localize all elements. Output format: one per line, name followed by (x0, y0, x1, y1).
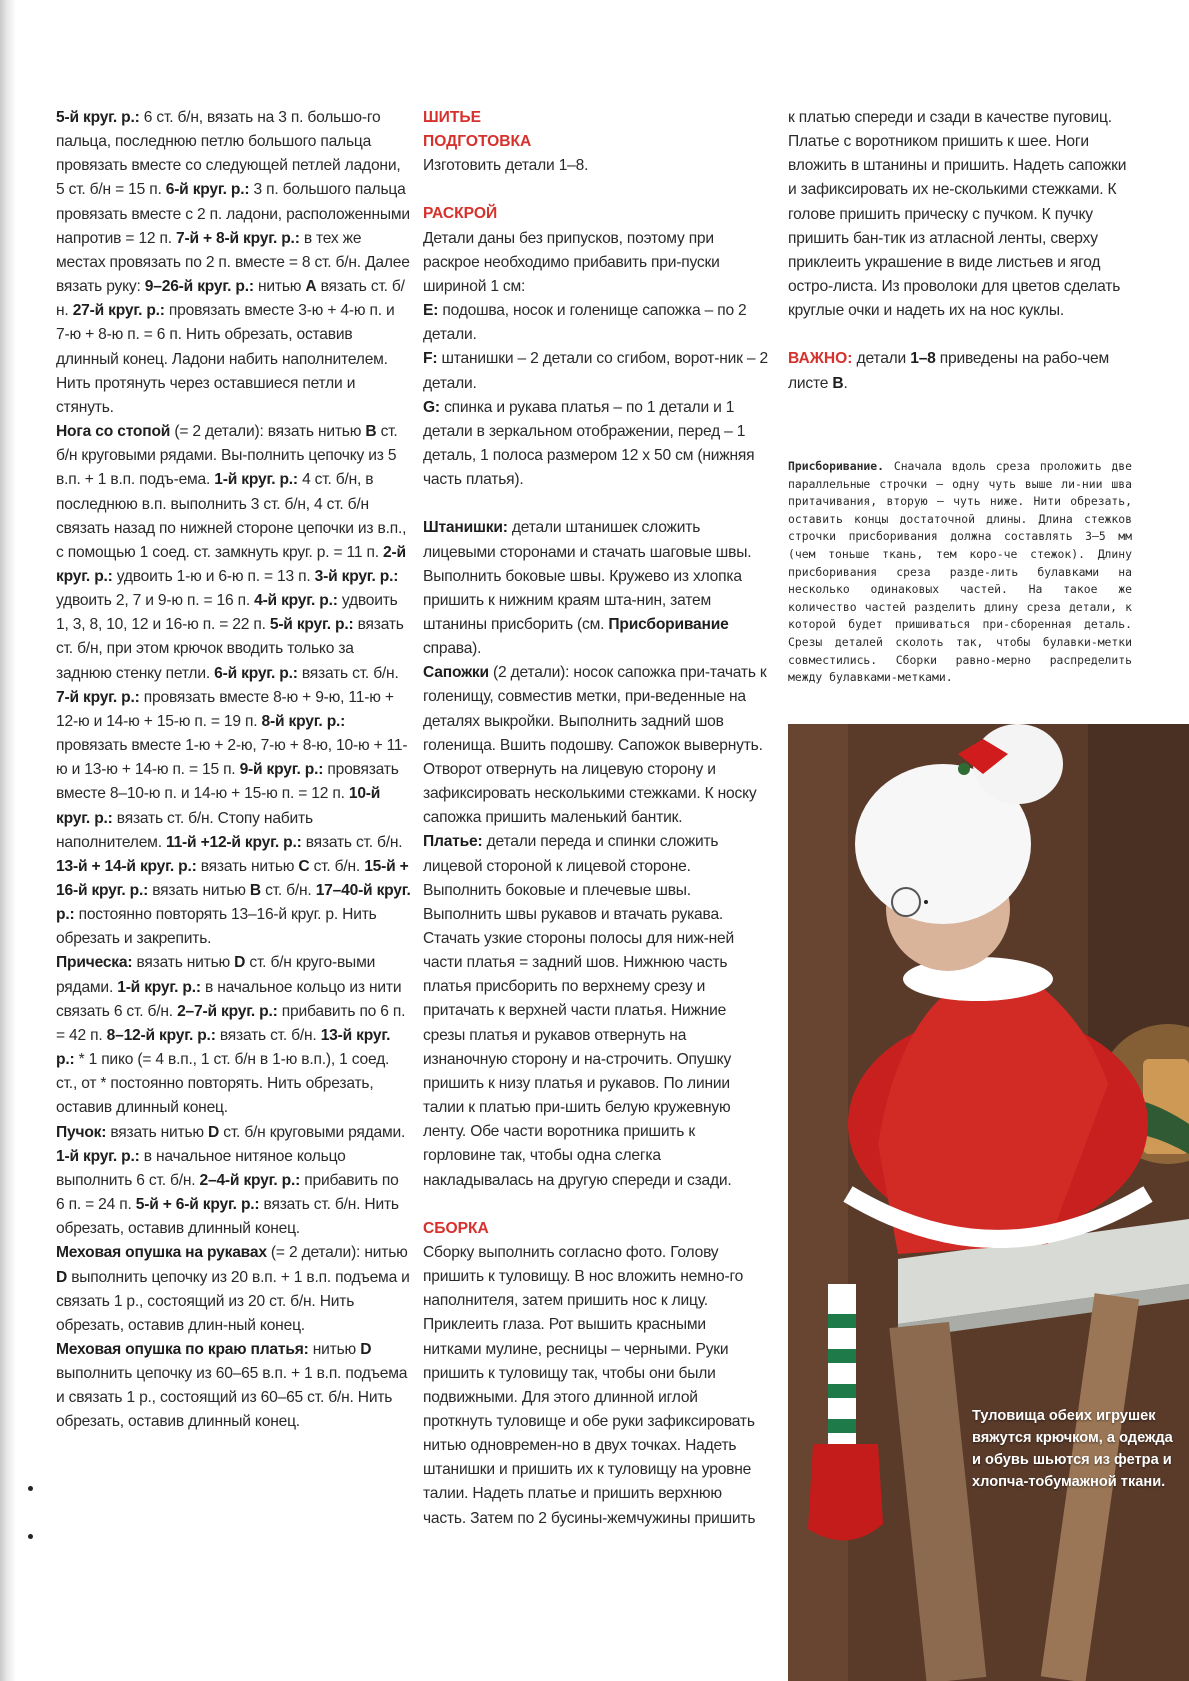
doll-illustration (788, 724, 1189, 1681)
paragraph: Нога со стопой (= 2 детали): вязать нитью В ст. б/н круговыми рядами. Вы-полнить цепочку из 5 в.п. + 1 в.п. подъ-ема. 1-й круг. р.: 4 ст. б/н, в последнюю в.п. выполнить 3 ст. б/н, 4 ст. б/н связать назад по нижней стороне цепочки из в.п., с помощью 1 соед. ст. замкнуть круг. р. = 11 п. 2-й круг. р.: удвоить 1-ю и 6-ю п. = 13 п. 3-й круг. р.: удвоить 2, 7 и 9-ю п. = 16 п. 4-й круг. р.: удвоить 1, 3, 8, 10, 12 и 16-ю п. = 22 п. 5-й круг. р.: вязать ст. б/н, при этом крючок вводить только за заднюю стенку петли. 6-й круг. р.: вязать ст. б/н. 7-й круг. р.: провязать вместе 8-ю + 9-ю, 11-ю + 12-ю и 14-ю + 15-ю п. = 19 п. 8-й круг. р.: провязать вместе 1-ю + 2-ю, 7-ю + 8-ю, 10-ю + 11-ю и 13-ю + 14-ю п. = 15 п. 9-й круг. р.: провязать вместе 8–10-ю п. и 14-ю + 15-ю п. = 12 п. 10-й круг. р.: вязать ст. б/н. Стопу набить наполнителем. 11-й +12-й круг. р.: вязать ст. б/н. 13-й + 14-й круг. р.: вязать нитью С ст. б/н. 15-й + 16-й круг. р.: вязать нитью В ст. б/н. 17–40-й круг. р.: постоянно повторять 13–16-й круг. р. Нить обрезать и закрепить. (56, 423, 411, 948)
paragraph: Е: подошва, носок и голенище сапожка – по 2 детали. (423, 302, 747, 344)
paragraph: Пучок: вязать нитью D ст. б/н круговыми рядами. 1-й круг. р.: в начальное нитяное кольцо выполнить 6 ст. б/н. 2–4-й круг. р.: прибавить по 6 п. = 24 п. 5-й + 6-й круг. р.: вязать ст. б/н. Нить обрезать, оставив длинный конец. (56, 1123, 406, 1238)
paragraph: Меховая опушка по краю платья: нитью D выполнить цепочку из 60–65 в.п. + 1 в.п. подъема и связать 1 р., состоящий из 60–65 ст. б/н. Нить обрезать, оставив длинный конец. (56, 1340, 408, 1431)
cutting-paragraphs (423, 227, 768, 493)
heading-sewing: ШИТЬЕ (423, 109, 482, 126)
sewing-paragraphs (423, 516, 768, 1192)
page-dot-marker (28, 1486, 33, 1491)
preparation-text: Изготовить детали 1–8. (423, 157, 589, 175)
paragraph: F: штанишки – 2 детали со сгибом, ворот-ник – 2 детали. (423, 350, 768, 392)
paragraph: 5-й круг. р.: 6 ст. б/н, вязать на 3 п. большо-го пальца, последнюю петлю большого пальца провязать вместе со следующей петлей ладони, 5 ст. б/н = 15 п. 6-й круг. р.: 3 п. большого пальца провязать вместе с 2 п. ладони, расположенными напротив = 12 п. 7-й + 8-й круг. р.: в тех же местах провязать по 2 п. вместе = 8 ст. б/н. Далее вязать руку: 9–26-й круг. р.: нитью А вязать ст. б/н. 27-й круг. р.: провязать вместе 3-ю + 4-ю п. и 7-ю + 8-ю п. = 6 п. Нить обрезать, оставив длинный конец. Ладони набить наполнителем. Нить протянуть через оставшиеся петли и стянуть. (56, 109, 410, 416)
page-dot-marker (28, 1534, 33, 1539)
instructions-column-right (788, 106, 1138, 396)
paragraph: G: спинка и рукава платья – по 1 детали и 1 детали в зеркальном отображении, перед – 1 деталь, 1 полоса размером 12 х 50 см (нижняя часть платья). (423, 398, 755, 489)
instructions-column-middle (423, 106, 768, 1531)
heading-preparation: ПОДГОТОВКА (423, 133, 532, 151)
important-note: ВАЖНО: детали 1–8 приведены на рабо-чем листе В. (788, 350, 1110, 392)
page-fold-shadow (0, 0, 16, 1681)
gathering-tip-box (788, 458, 1132, 687)
doll-photo (788, 724, 1189, 1681)
gathering-tip-title: Присборивание. (788, 459, 885, 473)
assembly-continued-text: к платью спереди и сзади в качестве пуговиц. Платье с воротником пришить к шее. Ноги вложить в штанины и пришить. Надеть сапожки и зафиксировать их не-сколькими стежками. К голове пришить прическу с пучком. К пучку пришить бан-тик из атласной ленты, сверху приклеить украшение в виде листьев и ягод остро-листа. Из проволоки для цветов сделать круглые очки и надеть их на нос куклы. (788, 109, 1127, 320)
paragraph: Платье: детали переда и спинки сложить лицевой стороной к лицевой стороне. Выполнить боковые и плечевые швы. Выполнить швы рукавов и втачать рукава. Стачать узкие стороны полосы для ниж-ней части платья = задний шов. Нижнюю часть платья присборить по верхнему срезу и притачать к верхней части платья. Нижние срезы платья и рукавов отвернуть на изнаночную сторону и на-строчить. Опушку пришить к низу платья и рукавов. По линии талии к платью при-шить белую кружевную ленту. Обе части воротника пришить к горловине так, чтобы одна слегка накладывалась на другую спереди и сзади. (423, 833, 735, 1189)
instructions-column-left (56, 106, 411, 1435)
gathering-tip-text: Сначала вдоль среза проложить две параллельные строчки – одну чуть выше ли-нии шва притачивания, вторую – чуть ниже. Нити обрезать, оставить концы достаточной длины. Длина стежков строчки присборивания должна составлять 3–5 мм (чем тоньше ткань, тем коро-че стежок). Длину присборивания среза разде-лить булавками на несколько одинаковых частей. На такое же количество частей разделить длину среза детали, к которой будет пришиваться при-сборенная деталь. Срезы деталей сколоть так, чтобы булавки-метки совместились. Сборки равно-мерно распределить между булавками-метками. (788, 459, 1132, 685)
photo-caption: Туловища обеих игрушек вяжутся крючком, а одежда и обувь шьются из фетра и хлопча-тобумажной ткани. (972, 1408, 1173, 1490)
paragraph: Детали даны без припусков, поэтому при раскрое необходимо прибавить при-пуски шириной 1 см: (423, 229, 720, 295)
heading-cutting: РАСКРОЙ (423, 205, 498, 223)
assembly-text: Сборку выполнить согласно фото. Голову пришить к туловищу. В нос вложить немно-го наполнителя, затем пришить нос к лицу. Приклеить глаза. Рот вышить красными нитками мулине, ресницы – черными. Руки пришить к туловищу так, чтобы они были подвижными. Для этого длинной иглой проткнуть туловище и обе руки зафиксировать нитью одновремен-но в двух точках. Надеть штанишки и пришить их к туловищу на уровне талии. Надеть платье и пришить верхнюю часть. Затем по 2 бусины-жемчужины пришить (423, 1243, 756, 1527)
important-label: ВАЖНО: (788, 350, 853, 368)
paragraph: Сапожки (2 детали): носок сапожка при-тачать к голенищу, совместив метки, при-веденные на деталях выкройки. Выполнить задний шов голенища. Вшить подошву. Сапожок вывернуть. Отворот отвернуть на лицевую сторону и зафиксировать несколькими стежками. К носку сапожка пришить маленький бантик. (423, 664, 767, 827)
paragraph: Штанишки: детали штанишек сложить лицевыми сторонами и стачать шаговые швы. Выполнить боковые швы. Кружево из хлопка пришить к нижним краям шта-нин, затем штанины присборить (см. Присборивание справа). (423, 519, 752, 658)
paragraph: Меховая опушка на рукавах (= 2 детали): нитью D выполнить цепочку из 20 в.п. + 1 в.п. подъема и связать 1 р., состоящий из 20 ст. б/н. Нить обрезать, оставив длин-ный конец. (56, 1244, 410, 1334)
heading-assembly: СБОРКА (423, 1219, 489, 1237)
paragraph: Прическа: вязать нитью D ст. б/н круго-выми рядами. 1-й круг. р.: в начальное кольцо из нити связать 6 ст. б/н. 2–7-й круг. р.: прибавить по 6 п. = 42 п. 8–12-й круг. р.: вязать ст. б/н. 13-й круг. р.: * 1 пико (= 4 в.п., 1 ст. б/н в 1-ю в.п.), 1 соед. ст., от * постоянно повторять. Нить обрезать, оставив длинный конец. (56, 954, 406, 1117)
